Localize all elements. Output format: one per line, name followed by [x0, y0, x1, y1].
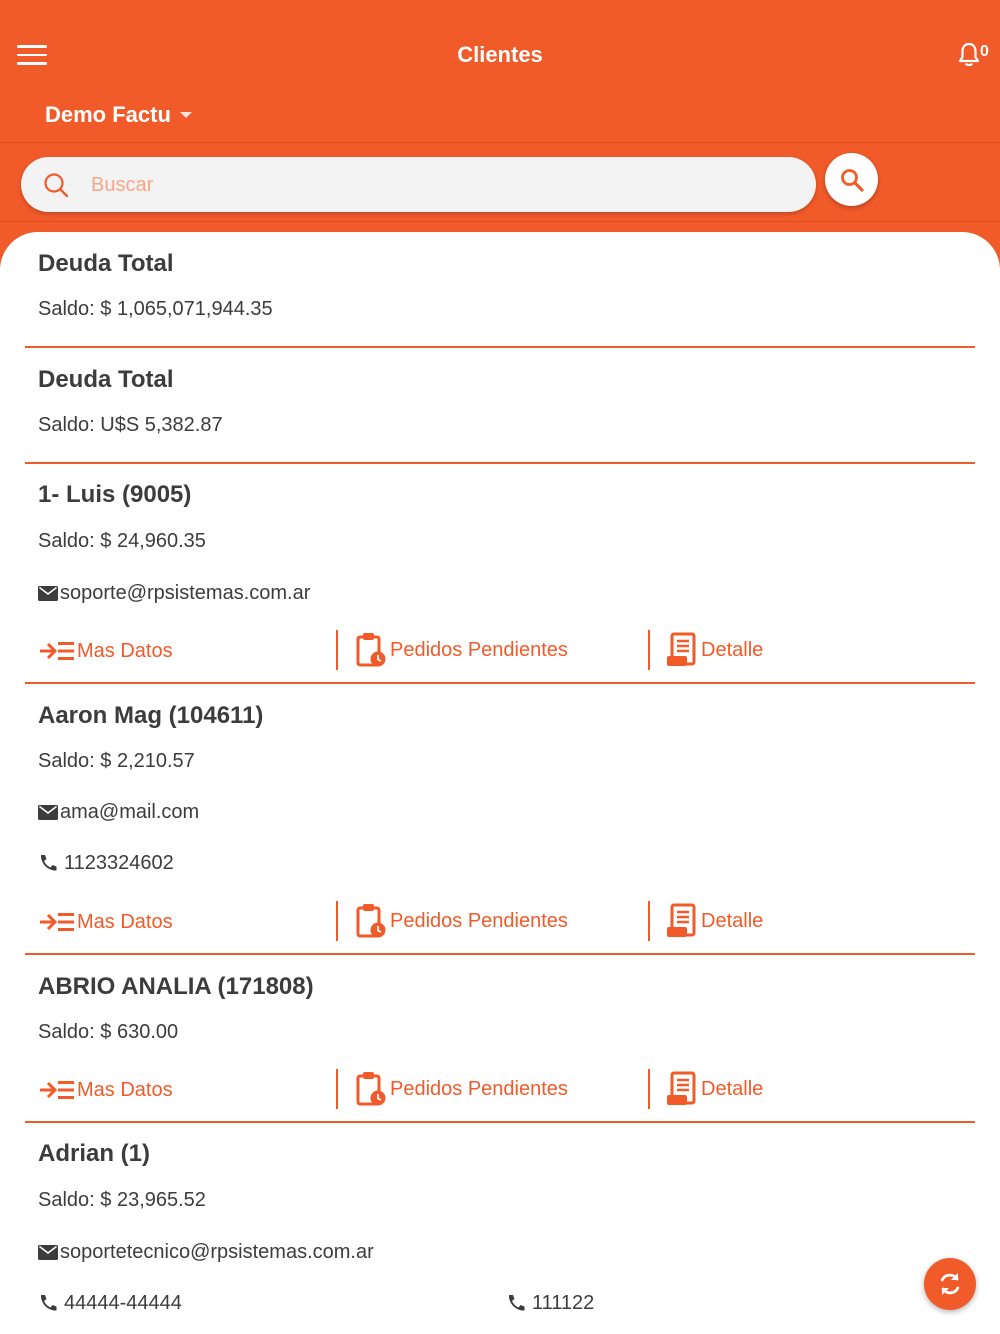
notification-count: 0	[980, 43, 989, 60]
pedidos-pendientes-label: Pedidos Pendientes	[390, 910, 568, 932]
bell-icon	[958, 42, 980, 68]
client-phone2-row	[506, 1290, 594, 1316]
mail-icon	[38, 805, 58, 820]
client-email-row	[38, 799, 199, 825]
search-button[interactable]	[825, 153, 878, 206]
pedidos-pendientes-label: Pedidos Pendientes	[390, 1078, 568, 1100]
search-input[interactable]	[91, 165, 791, 205]
pedidos-pendientes-button[interactable]	[355, 632, 568, 668]
client-name[interactable]: ABRIO ANALIA (171808)	[38, 973, 314, 1000]
detalle-button[interactable]	[666, 903, 763, 939]
client-name[interactable]: Aaron Mag (104611)	[38, 702, 264, 729]
mail-icon	[38, 1245, 58, 1260]
detalle-button[interactable]	[666, 632, 763, 668]
phone-icon	[38, 854, 58, 872]
client-name[interactable]: 1- Luis (9005)	[38, 481, 192, 508]
receipt-icon	[666, 632, 698, 668]
action-divider	[648, 630, 650, 670]
mail-icon	[38, 586, 58, 601]
total-title: Deuda Total	[38, 366, 174, 393]
search-icon	[840, 168, 864, 192]
search-icon	[43, 172, 69, 198]
separator	[25, 953, 975, 955]
client-email: ama@mail.com	[60, 801, 200, 823]
top-bar	[0, 0, 1000, 232]
detalle-label: Detalle	[701, 910, 764, 932]
pedidos-pendientes-label: Pedidos Pendientes	[390, 639, 568, 661]
receipt-icon	[666, 1071, 698, 1107]
mas-datos-label: Mas Datos	[77, 640, 173, 662]
client-saldo: Saldo: $ 2,210.57	[38, 750, 195, 772]
phone-icon	[506, 1294, 526, 1312]
client-phone2: 111122	[532, 1292, 595, 1314]
action-divider	[336, 901, 338, 941]
total-saldo: Saldo: U$S 5,382.87	[38, 414, 223, 436]
pedidos-pendientes-button[interactable]	[355, 1071, 568, 1107]
clipboard-clock-icon	[355, 1071, 387, 1107]
separator	[25, 462, 975, 464]
pedidos-pendientes-button[interactable]	[355, 903, 568, 939]
page-title: Clientes	[457, 42, 543, 67]
separator	[25, 1121, 975, 1123]
receipt-icon	[666, 903, 698, 939]
client-name[interactable]: Adrian (1)	[38, 1140, 151, 1167]
client-email: soporte@rpsistemas.com.ar	[60, 582, 311, 604]
clipboard-clock-icon	[355, 903, 387, 939]
detalle-button[interactable]	[666, 1071, 763, 1107]
separator	[25, 346, 975, 348]
company-selector[interactable]	[45, 100, 192, 130]
mas-datos-label: Mas Datos	[77, 1079, 173, 1101]
total-title: Deuda Total	[38, 250, 174, 277]
mas-datos-icon	[38, 640, 76, 662]
action-divider	[648, 901, 650, 941]
clipboard-clock-icon	[355, 632, 387, 668]
search-bar	[21, 157, 816, 212]
client-saldo: Saldo: $ 24,960.35	[38, 530, 206, 552]
client-phone: 1123324602	[64, 852, 174, 874]
mas-datos-button[interactable]	[38, 638, 173, 664]
detalle-label: Detalle	[701, 639, 764, 661]
notifications-button[interactable]	[958, 40, 994, 70]
detalle-label: Detalle	[701, 1078, 764, 1100]
sync-button[interactable]	[924, 1258, 976, 1310]
divider	[0, 142, 1000, 143]
sync-icon	[936, 1270, 964, 1298]
client-email-row	[38, 1239, 374, 1265]
separator	[25, 682, 975, 684]
client-email: soportetecnico@rpsistemas.com.ar	[60, 1241, 374, 1263]
action-divider	[336, 1069, 338, 1109]
phone-icon	[38, 1294, 58, 1312]
client-phone-row	[38, 1290, 182, 1316]
clients-list	[0, 232, 1000, 1334]
client-email-row	[38, 580, 310, 606]
action-divider	[648, 1069, 650, 1109]
mas-datos-button[interactable]	[38, 909, 173, 935]
company-name: Demo Factu	[45, 102, 171, 127]
client-phone: 44444-44444	[64, 1292, 182, 1314]
mas-datos-label: Mas Datos	[77, 911, 173, 933]
client-saldo: Saldo: $ 23,965.52	[38, 1189, 206, 1211]
client-phone-row	[38, 850, 174, 876]
client-saldo: Saldo: $ 630.00	[38, 1021, 179, 1043]
caret-down-icon	[180, 112, 192, 118]
mas-datos-button[interactable]	[38, 1077, 173, 1103]
mas-datos-icon	[38, 911, 76, 933]
action-divider	[336, 630, 338, 670]
mas-datos-icon	[38, 1079, 76, 1101]
divider	[0, 221, 1000, 222]
total-saldo: Saldo: $ 1,065,071,944.35	[38, 298, 273, 320]
